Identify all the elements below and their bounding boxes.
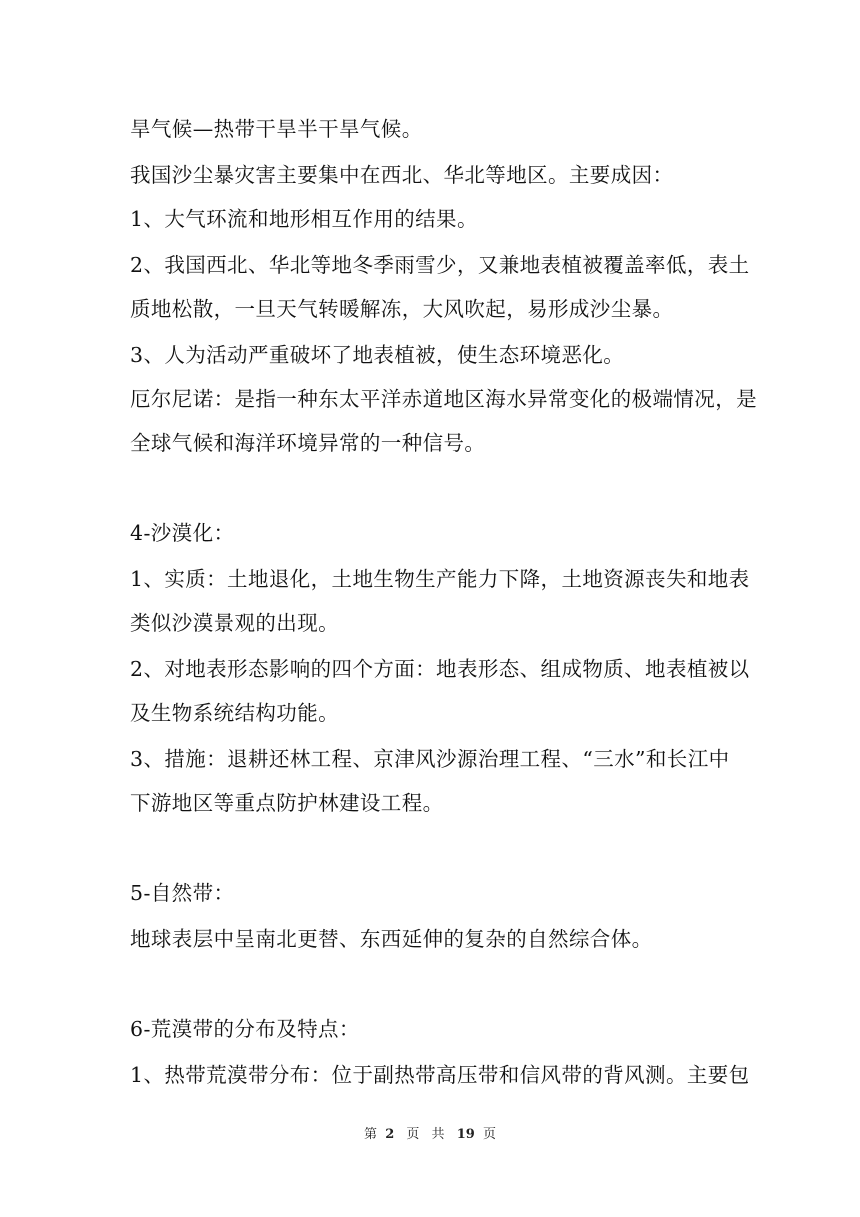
text-line: 2、对地表形态影响的四个方面：地表形态、组成物质、地表植被以 (130, 657, 750, 681)
text-line: 1、热带荒漠带分布：位于副热带高压带和信风带的背风测。主要包 (130, 1063, 750, 1087)
text-line: 质地松散，一旦天气转暖解冻，大风吹起，易形成沙尘暴。 (130, 297, 674, 321)
footer-page-word: 页 (406, 1127, 420, 1142)
page-footer (0, 1126, 860, 1144)
text-line: 下游地区等重点防护林建设工程。 (130, 791, 444, 815)
text-line: 地球表层中呈南北更替、东西延伸的复杂的自然综合体。 (130, 927, 653, 951)
text-line: 及生物系统结构功能。 (130, 701, 339, 725)
current-page-number: 2 (385, 1127, 395, 1142)
text-line: 类似沙漠景观的出现。 (130, 611, 339, 635)
text-line: 1、大气环流和地形相互作用的结果。 (130, 207, 478, 231)
text-line: 旱气候—热带干旱半干旱气候。 (130, 117, 423, 141)
footer-suffix: 页 (482, 1127, 496, 1142)
text-line: 3、措施：退耕还林工程、京津风沙源治理工程、“三水”和长江中 (130, 747, 730, 771)
text-line: 1、实质：土地退化，土地生物生产能力下降，土地资源丧失和地表 (130, 567, 750, 591)
footer-prefix: 第 (364, 1127, 378, 1142)
text-line: 我国沙尘暴灾害主要集中在西北、华北等地区。主要成因： (130, 163, 674, 187)
text-line: 厄尔尼诺：是指一种东太平洋赤道地区海水异常变化的极端情况，是 (130, 387, 757, 411)
section-heading: 5-自然带： (130, 881, 235, 905)
text-line: 2、我国西北、华北等地冬季雨雪少，又兼地表植被覆盖率低，表土 (130, 253, 750, 277)
text-line: 3、人为活动严重破坏了地表植被，使生态环境恶化。 (130, 343, 625, 367)
text-line: 全球气候和海洋环境异常的一种信号。 (130, 431, 486, 455)
total-pages-number: 19 (456, 1127, 475, 1142)
section-heading: 6-荒漠带的分布及特点： (130, 1017, 360, 1041)
section-heading: 4-沙漠化： (130, 521, 235, 545)
footer-total-word: 共 (431, 1127, 445, 1142)
